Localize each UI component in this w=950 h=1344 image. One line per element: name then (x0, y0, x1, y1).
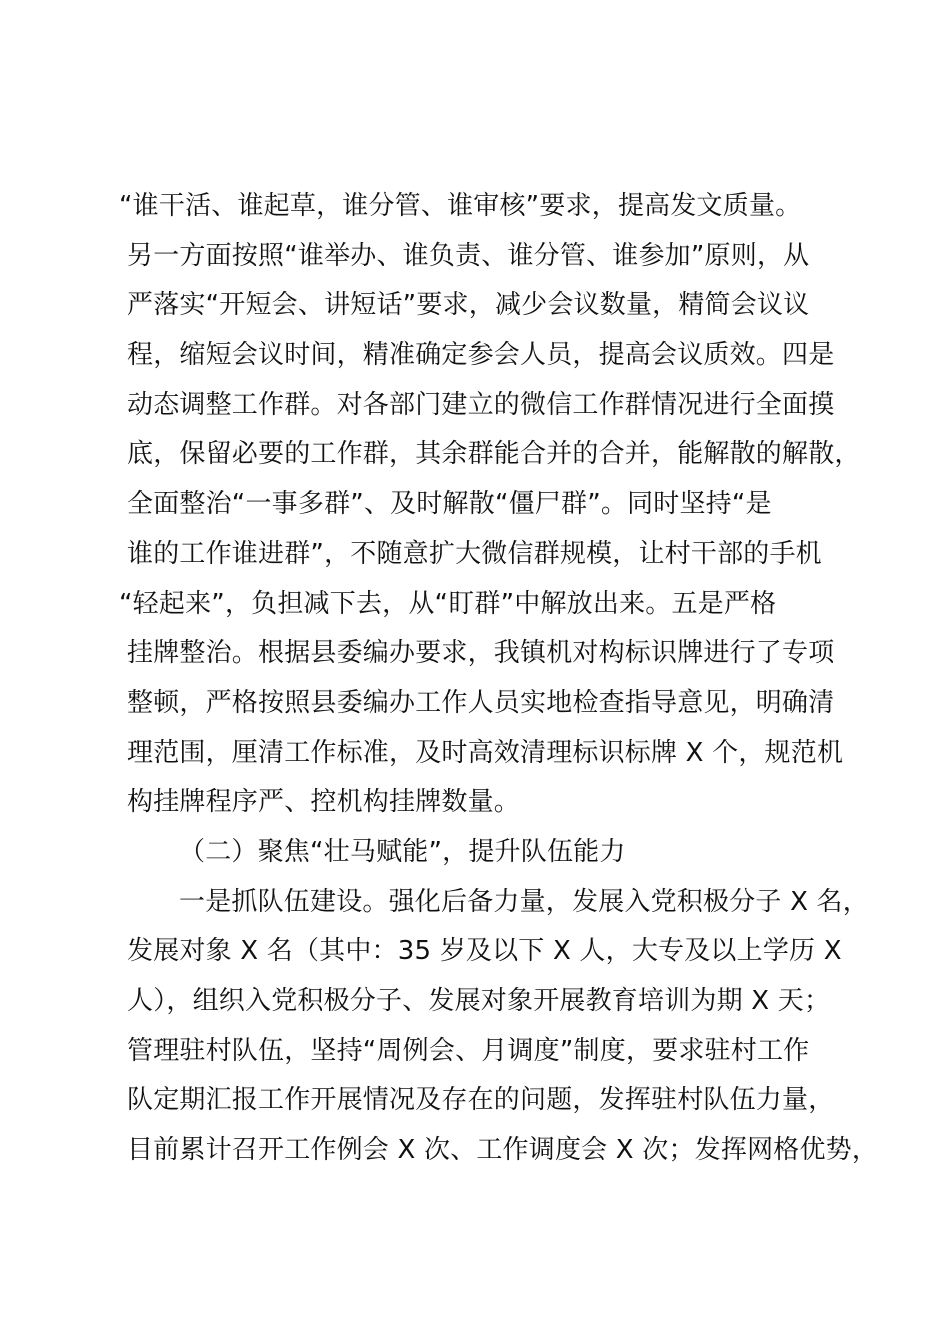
text-line-2: 另一方面按照“谁举办、谁负责、谁分管、谁参加”原则，从 (127, 240, 810, 271)
text-line-3: 严落实“开短会、讲短话”要求，减少会议数量，精简会议议 (127, 290, 810, 321)
text-line-16: 发展对象 X 名（其中：35 岁及以下 X 人，大专及以上学历 X (127, 936, 842, 967)
text-line-10: 挂牌整治。根据县委编办要求，我镇机对构标识牌进行了专项 (127, 638, 835, 669)
text-line-11: 整顿，严格按照县委编办工作人员实地检查指导意见，明确清 (127, 687, 835, 718)
text-line-5: 动态调整工作群。对各部门建立的微信工作群情况进行全面摸 (127, 389, 835, 420)
text-line-7: 全面整治“一事多群”、及时解散“僵尸群”。同时坚持“是 (127, 489, 772, 520)
text-line-19: 队定期汇报工作开展情况及存在的问题，发挥驻村队伍力量， (127, 1085, 835, 1116)
section-heading: （二）聚焦“壮马赋能”，提升队伍能力 (179, 836, 626, 867)
text-line-12: 理范围，厘清工作标准，及时高效清理标识标牌 X 个，规范机 (127, 737, 844, 768)
text-line-20: 目前累计召开工作例会 X 次、工作调度会 X 次；发挥网格优势， (127, 1135, 879, 1166)
text-line-15: 一是抓队伍建设。强化后备力量，发展入党积极分子 X 名， (179, 886, 869, 917)
text-line-9: “轻起来”，负担减下去，从“盯群”中解放出来。五是严格 (119, 588, 777, 619)
text-line-13: 构挂牌程序严、控机构挂牌数量。 (127, 787, 521, 818)
text-line-4: 程，缩短会议时间，精准确定参会人员，提高会议质效。四是 (127, 340, 835, 371)
text-line-18: 管理驻村队伍，坚持“周例会、月调度”制度，要求驻村工作 (127, 1035, 810, 1066)
text-line-1: “谁干活、谁起草，谁分管、谁审核”要求，提高发文质量。 (119, 191, 802, 221)
text-line-17: 人），组织入党积极分子、发展对象开展教育培训为期 X 天； (127, 986, 831, 1016)
text-line-6: 底，保留必要的工作群，其余群能合并的合并，能解散的解散， (127, 439, 861, 470)
document-body (119, 182, 879, 1176)
text-line-8: 谁的工作谁进群”，不随意扩大微信群规模，让村干部的手机 (127, 538, 822, 569)
